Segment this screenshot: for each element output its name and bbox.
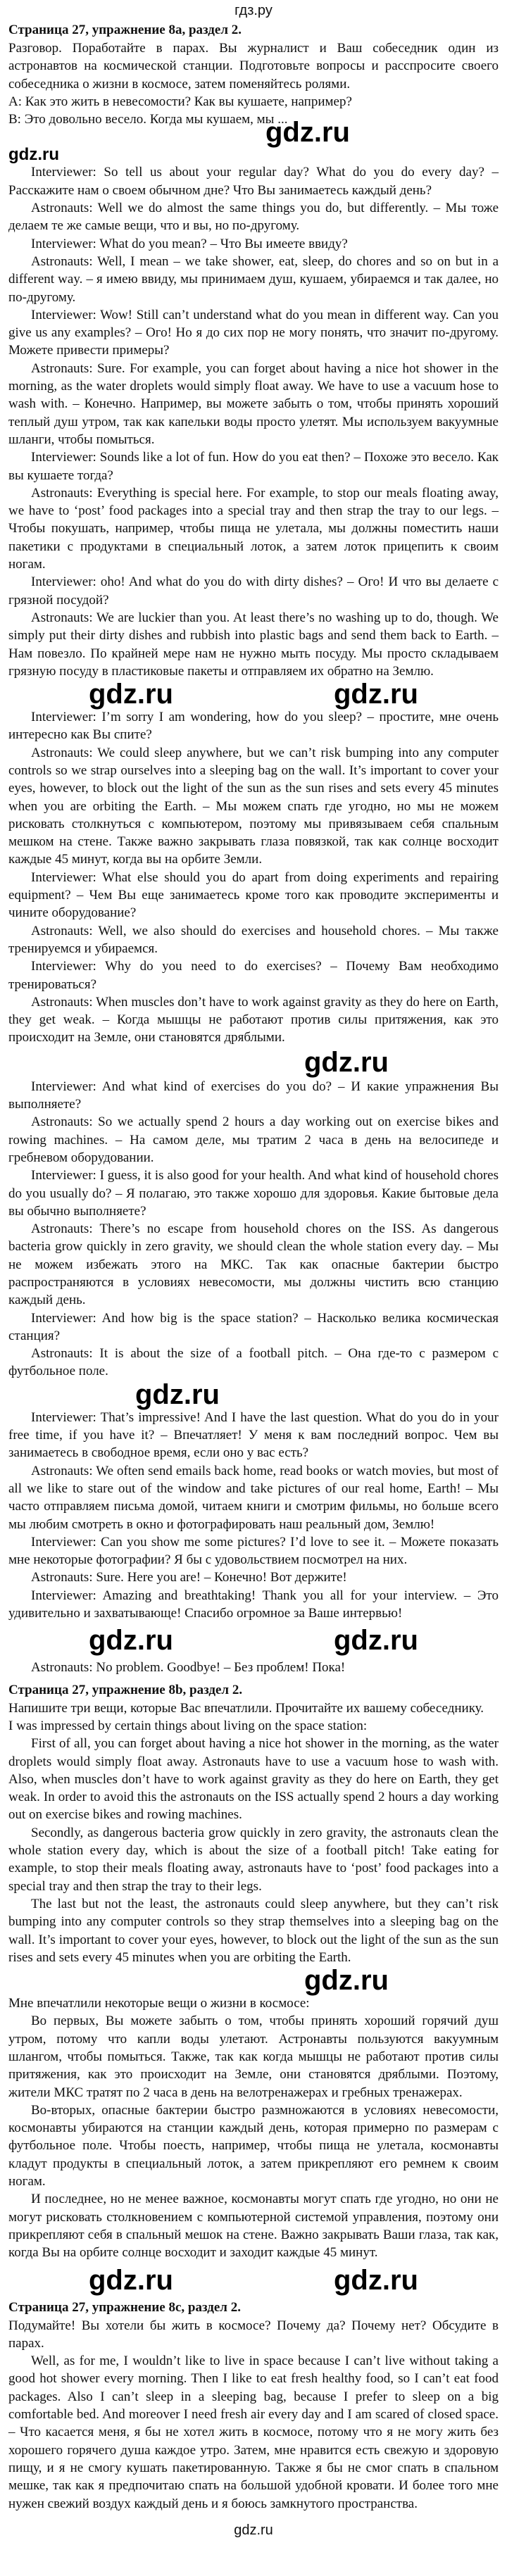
- paragraph: Во-вторых, опасные бактерии быстро размножаются в условиях невесомости, космонавты убираются на станции каждый день, которая примерно по размерам с футбольное поле. Чтобы поесть, например, чтобы пища не улетала, космонавты кладут продукты в специальный лоток, а затем прикрепляют его ремнем к своим ногам.: [8, 2102, 499, 2189]
- watermark: gdz.ru: [265, 117, 350, 149]
- paragraph: Разговор. Поработайте в парах. Вы журналист и Ваш собеседник один из астронавтов на космической станции. Подготовьте вопросы и расспросите своего собеседника о жизни в космосе, затем поменяйтесь ролями.: [8, 41, 499, 92]
- paragraph: Interviewer: I guess, it is also good for your health. And what kind of household chores do you usually do? – Я полагаю, это также хорошо для здоровья. Какие бытовые дела вы обычно выполняете?: [8, 1168, 499, 1219]
- paragraph: И последнее, но не менее важное, космонавты могут спать где угодно, но они не могут рисковать столкновением с компьютерной системой управления, поэтому они прикрепляют себя в спальный мешок на стене. Важно закрывать Ваши глаза, так как, когда Вы на орбите солнце восходит и заходит каждые 45 минут.: [8, 2192, 499, 2261]
- paragraph: Interviewer: Amazing and breathtaking! Thank you all for your interview. – Это удивительно и захватывающе! Спасибо огромное за Ваше интервью!: [8, 1588, 499, 1621]
- paragraph: Astronauts: Well we do almost the same things you do, but differently. – Мы тоже делаем те же самые вещи, что и вы, но по-другому.: [8, 201, 499, 234]
- watermark: gdz.ru: [334, 1625, 418, 1657]
- paragraph: Astronauts: Sure. For example, you can forget about having a nice hot shower in the morning, as the water droplets would simply float away. We have to use a vacuum hose to wash with. – Конечно. Например, вы можете забыть о том, чтобы принять хороший теплый душ утром, так как капельки воды просто улетят. Мы используем вакуумные шланги, чтобы помыться.: [8, 360, 499, 447]
- paragraph: Подумайте! Вы хотели бы жить в космосе? Почему да? Почему нет? Обсудите в парах.: [8, 2318, 499, 2351]
- paragraph: Astronauts: No problem. Goodbye! – Без проблем! Пока!: [31, 1660, 346, 1676]
- section-title-8c: Страница 27, упражнение 8c, раздел 2.: [8, 2299, 241, 2315]
- watermark: gdz.ru: [135, 1378, 220, 1410]
- paragraph: Interviewer: I’m sorry I am wondering, how do you sleep? – простите, мне очень интересно как Вы спите?: [8, 710, 499, 743]
- watermark: gdz.ru: [8, 145, 59, 165]
- paragraph: Astronauts: We are luckier than you. At least there’s no washing up to do, though. We simply put their dirty dishes and rubbish into plastic bags and send them back to Earth. – Нам повезло. По крайней мере нам не нужно мыть посуду. Мы просто складываем грязную посуду в пластиковые пакеты и отправляем их обратно на Землю.: [8, 610, 499, 679]
- paragraph: Secondly, as dangerous bacteria grow quickly in zero gravity, the astronauts clean the whole station every day, which is about the size of a football pitch! Take eating for example, to stop their meals floating away, astronauts have to ‘post’ food packages into a special tray and then strap the tray to their legs.: [8, 1825, 499, 1894]
- paragraph: Astronauts: We could sleep anywhere, but we can’t risk bumping into any computer controls so we strap ourselves into a sleeping bag on the wall. It’s important to cover your eyes, however, to block out the light of the sun as the sun rises and sets every 45 minutes when you are orbiting the Earth. – Мы можем спать где угодно, но мы не можем рисковать столкнуться с компьютером, поэтому мы привязываем себя спальным мешком на стене. Также важно закрывать глаза повязкой, так как солнце восходит каждые 45 минут, когда вы на орбите Земли.: [8, 745, 499, 867]
- paragraph: Interviewer: That’s impressive! And I have the last question. What do you do in your free time, if you have it? – Впечатляет! У меня к вам последний вопрос. Чем вы занимаетесь в свободное время, если оно у вас есть?: [8, 1409, 499, 1461]
- watermark-row: [8, 1625, 499, 1657]
- paragraph: Astronauts: So we actually spend 2 hours a day working out on exercise bikes and rowing machines. – На самом деле, мы тратим 2 часа в день на велосипеде и гребневом оборудовании.: [8, 1114, 499, 1165]
- paragraph: Interviewer: So tell us about your regular day? What do you do every day? – Расскажите нам о своем обычном дне? Что Вы занимаетесь каждый день?: [8, 165, 499, 198]
- section-title-8a: Страница 27, упражнение 8а, раздел 2.: [8, 23, 242, 37]
- paragraph: А: Как это жить в невесомости? Как вы кушаете, например?: [8, 94, 352, 109]
- paragraph: В: Это довольно весело. Когда мы кушаем, мы ...: [8, 112, 288, 127]
- paragraph: Astronauts: Well, I mean – we take shower, eat, sleep, do chores and so on but in a different way. – я имею ввиду, мы принимаем душ, кушаем, убираемся и так далее, но по-другому.: [8, 253, 499, 305]
- paragraph: Astronauts: When muscles don’t have to work against gravity as they do here on Earth, they get weak. – Когда мышцы не работают против силы притяжения, как это происходит на Земле, они становятся дряблыми.: [8, 994, 499, 1045]
- paragraph: Astronauts: We often send emails back home, read books or watch movies, but most of all we like to stare out of the window and take pictures of our real home, Earth! – Мы часто отправляем письма домой, читаем книги и смотрим фильмы, но больше всего мы любим смотреть в окно и фотографировать наш реальный дом, Землю!: [8, 1463, 499, 1532]
- paragraph: Well, as for me, I wouldn’t like to live in space because I can’t live without taking a good hot shower every morning. Then I like to eat fresh healthy food, so I can’t eat food packages. Also I can’t sleep in a sleeping bag, because I prefer to sleep on a big comfortable bed. And moreover I need fresh air every day and I am scared of closed space. – Что касается меня, я бы не хотел жить в космосе, потому что я не могу жить без хорошего горячего душа каждое утро. Затем, мне нравится есть свежую и здоровую пищу, и я не смогу кушать пакетированную. Также я бы не смог спать в спальном мешке, так как я предпочитаю спать на большой удобной кровати. И более того мне нужен свежий воздух каждый день и я боюсь замкнутого пространства.: [8, 2354, 499, 2511]
- paragraph: Astronauts: Sure. Here you are! – Конечно! Вот держите!: [31, 1570, 347, 1585]
- watermark-row: [8, 680, 499, 708]
- paragraph: Interviewer: Why do you need to do exercises? – Почему Вам необходимо тренироваться?: [8, 959, 499, 992]
- footer-site: gdz.ru: [234, 2522, 273, 2538]
- paragraph: Interviewer: oho! And what do you do with dirty dishes? – Ого! И что вы делаете с грязной посудой?: [8, 574, 499, 608]
- paragraph: First of all, you can forget about having a nice hot shower in the morning, as the water droplets would simply float away. Astronauts have to use a vacuum hose to wash with. Also, when muscles don’t have to work against gravity as they do here on Earth, they get weak. In order to avoid this the astronauts on the ISS actually spend 2 hours a day working out on exercise bikes and rowing machines.: [8, 1736, 499, 1823]
- site-header: гдз.ру: [234, 3, 273, 18]
- watermark: gdz.ru: [89, 679, 173, 710]
- section-title-8b: Страница 27, упражнение 8b, раздел 2.: [8, 1682, 243, 1697]
- paragraph: Interviewer: Can you show me some pictures? I’d love to see it. – Можете показать мне некоторые фотографии? Я бы с удовольствием посмотрел на них.: [8, 1534, 499, 1568]
- paragraph: Во первых, Вы можете забыть о том, чтобы принять хороший горячий душ утром, потому что капли воды улетают. Астронавты пользуются вакуумным шлангом, чтобы помыться. Также, так как когда мышцы не работают против силы притяжения, как это происходит на Земле, они становятся дряблыми. Поэтому, жители МКС тратят по 2 часа в день на велотренажерах и гребных тренажерах.: [8, 2013, 499, 2100]
- paragraph: Astronauts: It is about the size of a football pitch. – Она где-то с размером с футбольное поле.: [8, 1346, 499, 1379]
- watermark: gdz.ru: [89, 2264, 173, 2296]
- paragraph: Мне впечатлили некоторые вещи о жизни в космосе:: [8, 1996, 310, 2011]
- watermark-row: [8, 2266, 499, 2294]
- paragraph: Interviewer: And what kind of exercises do you do? – И какие упражнения Вы выполняете?: [8, 1079, 499, 1112]
- watermark: gdz.ru: [334, 679, 418, 710]
- paragraph: Astronauts: Everything is special here. For example, to stop our meals floating away, we have to ‘post’ food packages into a special tray and then strap the tray to our legs. – Чтобы покушать, например, чтобы пища не улетала, мы должны поместить наши пакетики с продуктами в специальный лоток, а затем лоток прицепить к своим ногам.: [8, 485, 499, 572]
- paragraph: Напишите три вещи, которые Вас впечатлили. Прочитайте их вашему собеседнику.: [8, 1700, 484, 1716]
- paragraph: Interviewer: Wow! Still can’t understand what do you mean in different way. Can you give us any examples? – Ого! Но я до сих пор не могу понять, что значит по-другому. Можете привести примеры?: [8, 307, 499, 358]
- paragraph: Interviewer: What else should you do apart from doing experiments and repairing equipment? – Чем Вы еще занимаетесь кроме того как проводите эксперименты и чините оборудование?: [8, 869, 499, 921]
- paragraph: Interviewer: Sounds like a lot of fun. How do you eat then? – Похоже это весело. Как вы кушаете тогда?: [8, 450, 499, 483]
- paragraph: Interviewer: What do you mean? – Что Вы имеете ввиду?: [31, 236, 348, 251]
- paragraph: Astronauts: Well, we also should do exercises and household chores. – Мы также тренируемся и убираемся.: [8, 923, 499, 956]
- watermark: gdz.ru: [89, 1625, 173, 1657]
- watermark: gdz.ru: [304, 1965, 389, 1997]
- paragraph: Interviewer: And how big is the space station? – Насколько велика космическая станция?: [8, 1310, 499, 1343]
- watermark: gdz.ru: [334, 2264, 418, 2296]
- paragraph: I was impressed by certain things about living on the space station:: [8, 1718, 368, 1733]
- paragraph: The last but not the least, the astronauts could sleep anywhere, but they can’t risk bumping into any computer controls so they strap themselves into a sleeping bag on the wall. It’s important to cover your eyes, however, to block out the light of the sun as the sun rises and sets every 45 minutes when you are orbiting the Earth.: [8, 1896, 499, 1965]
- paragraph: Astronauts: There’s no escape from household chores on the ISS. As dangerous bacteria grow quickly in zero gravity, we should clean the whole station every day. – Мы не можем избежать этого на МКС. Так как опасные бактерии быстро распространяются в условиях невесомости, мы должны чистить всю станцию каждый день.: [8, 1221, 499, 1308]
- watermark: gdz.ru: [304, 1046, 389, 1078]
